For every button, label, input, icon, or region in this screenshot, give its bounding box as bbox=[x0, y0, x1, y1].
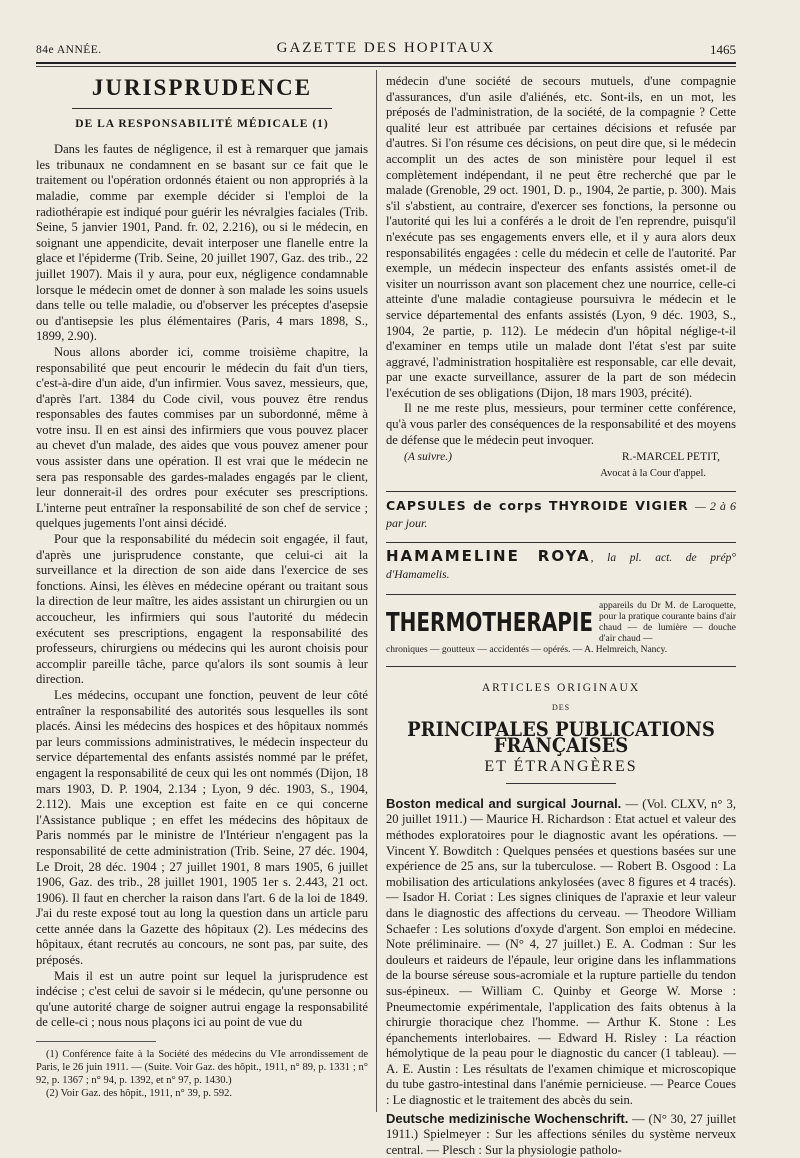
footnote-rule bbox=[36, 1041, 156, 1042]
ad-rule bbox=[386, 491, 736, 492]
journal-contents: — (Vol. CLXV, n° 3, 20 juillet 1911.) — Maurice H. Richardson : Etat actuel et valeur des méthodes exploratoires pour le diagnostic avant les opérations. — Vincent Y. Bowditch : Quelques pensées et questions basées sur une expérience de 25 ans, sur la tuberculose. — Robert B. Osgood : La mobilisation des articulations ankylosées (avec 8 figures et 4 tracés). — Isador H. Coriat : Les signes cliniques de l'apraxie et leur valeur dans le diagnostic des affections du cerveau. — Theodore William Schaefer : Les solutions d'oxyde d'argent. Son emploi en médecine. Note préliminaire. — (N° 4, 27 juillet.) E. A. Codman : Sur les douleurs et raideurs de l'épaule, leur origine dans les inflammations de la bourse séreuse sous-acromiale et la rupture partielle du tendon sus-épineux. — William C. Quinby et George W. Morse : Pneumectomie expérimentale, l'application des faits obtenus à la chirurgie thoracique chez l'homme. — Arthur K. Stone : Les épanchements interlobaires. — Edward H. Risley : La réaction hémolytique de la peau pour le diagnostic du cancer (1 tableau). — A. E. Austin : Les résultats de l'examen chimique et microscopique du tube gastro-intestinal dans l'anémie pernicieuse. — Pearce Coues : Le diagnostic et le traitement des abcès du sein. bbox=[386, 796, 736, 1108]
paragraph: Mais il est un autre point sur lequel la jurisprudence est indécise ; c'est celui de savoir si le médecin, qu'une personne ou qu'une autorité charge de soigner autrui engage la responsabilité de celle-ci ; nous nous plaçons ici au point de vue du bbox=[36, 968, 368, 1030]
ad-thermo-line2: chroniques — goutteux — accidentés — opérés. — A. Helmreich, Nancy. bbox=[386, 644, 668, 655]
paragraph: Il ne me reste plus, messieurs, pour terminer cette conférence, qu'à vous parler des conséquences de la responsabilité et des moyens de défense que le médecin peut invoquer. bbox=[386, 401, 736, 447]
ad-capsules-name: CAPSULES de corps THYROIDE VIGIER bbox=[386, 498, 689, 514]
ad-thermo-text: appareils du Dr M. de Laroquette, pour la pratique courante bains d'air chaud — de lumière — douche d'air chaud — bbox=[599, 600, 736, 644]
ad-hamameline bbox=[386, 546, 736, 584]
author-role: Avocat à la Cour d'appel. bbox=[600, 467, 706, 479]
journal-entry bbox=[386, 796, 736, 1109]
journal-name: Boston medical and surgical Journal. bbox=[386, 795, 622, 811]
ad-thermo-name: THERMOTHERAPIE bbox=[386, 606, 594, 638]
articles-rule bbox=[506, 783, 616, 784]
article-subtitle: DE LA RESPONSABILITÉ MÉDICALE (1) bbox=[75, 117, 329, 130]
paragraph: Dans les fautes de négligence, il est à remarquer que jamais les tribunaux ne condamnent en se basant sur ce fait que le traitement ou l'opération ordonnés étaient ou non appropriés à la maladie, comme par exemple décider si l'emploi de la radiothérapie est indiqué pour guérir les névralgies faciales (Trib. Seine, 5 janvier 1901, Pand. fr. 02, 2.216), ou si le médecin, en soignant une appendicite, devait interposer une flanelle entre la glace et l'épiderme (Trib. Seine, 20 juillet 1907, Gaz. des trib., 22 juillet 1907). Mais il y aura, pour eux, négligence condamnable lorsque le médecin omet de donner à son malade les soins usuels dans telle ou telle maladie, ou d'observer les préceptes d'asepsie ou d'antisepsie les plus élémentaires (Paris, 4 mars 1898, S., 1899, 2.90). bbox=[36, 142, 368, 344]
articles-subtitle: ET ÉTRANGÈRES bbox=[484, 758, 638, 776]
signature-block bbox=[386, 450, 736, 481]
header-rule-thin bbox=[36, 66, 736, 67]
paragraph: médecin d'une société de secours mutuels, d'une compagnie d'assurances, d'un asile d'aliénés, etc. Sont-ils, en un mot, les préposés de l'administration, de la société, de la compagnie ? Cette qualité leur est attribuée par certaines décisions et refusée par d'autres. Si l'on résume ces décisions, on peut dire que, si le médecin accomplit un des actes de son ministère pour lequel il est complètement indépendant, il ne peut être recherché que par le malade (Grenoble, 29 oct. 1901, D. p., 1904, 2e partie, p. 300). Mais s'il s'abstient, au contraire, d'exercer ses fonctions, la personne ou l'autorité qui les lui a conférés a le droit de l'en reprendre, puisqu'il n'exécute pas ses engagements envers elle, et il y aura alors deux responsabilités engagées : celle du médecin et celle de l'autorité. Par exemple, un médecin inspecteur des enfants assistés omet-il de visiter un nourrisson avant son placement chez une nourrice, celle-ci atteinte d'une maladie contagieuse poursuivra le médecin et le service départemental des enfants assistés (Lyon, 9 déc. 1903, S., 1904, 2e partie, p. 112). Le médecin d'un hôpital néglige-t-il d'examiner en temps utile un malade dont l'état s'est par suite aggravé, l'administration hospitalière est responsable, car elle devait, par une exacte surveillance, assurer de la part de son médecin l'exécution de ses obligations (Dijon, 18 mars 1903, précité). bbox=[386, 74, 736, 400]
header-title: GAZETTE DES HOPITAUX bbox=[276, 40, 496, 56]
ad-capsules-dose: — 2 à 6 par jour. bbox=[386, 499, 736, 531]
ad-thermotherapie bbox=[386, 601, 736, 645]
ad-rule bbox=[386, 594, 736, 595]
articles-main-title: PRINCIPALES PUBLICATIONS FRANÇAISES bbox=[407, 717, 715, 757]
journal-name: Deutsche medizinische Wochenschrift. bbox=[386, 1110, 629, 1126]
footnote: (2) Voir Gaz. des hôpit., 1911, n° 39, p. 592. bbox=[46, 1088, 232, 1100]
ad-hamameline-name: HAMAMELINE ROYA bbox=[386, 546, 591, 565]
left-column bbox=[36, 74, 368, 1100]
ad-capsules bbox=[386, 498, 736, 531]
footnote: (1) Conférence faite à la Société des médecins du VIe arrondissement de Paris, le 26 juin 1911. — (Suite. Voir Gaz. des hôpit., 1911, n° 89, p. 1331 ; n° 92, p. 1367 ; n° 94, p. 1392, et n° 97, p. 1430.) bbox=[36, 1049, 368, 1087]
journal-entry bbox=[386, 1111, 736, 1158]
footnotes bbox=[36, 1048, 368, 1100]
running-header bbox=[36, 40, 736, 62]
column-divider bbox=[376, 70, 377, 1112]
ad-hamameline-desc: , la pl. act. de prép° d'Hamamelis. bbox=[386, 551, 736, 582]
title-rule bbox=[72, 108, 332, 109]
header-year: 84e ANNÉE. bbox=[36, 44, 102, 56]
author-name: R.-MARCEL PETIT, bbox=[621, 451, 720, 464]
articles-des: DES bbox=[551, 703, 571, 713]
ad-rule bbox=[386, 666, 736, 667]
paragraph: Nous allons aborder ici, comme troisième chapitre, la responsabilité que peut encourir le médecin du fait d'un tiers, c'est-à-dire d'un aide, d'un infirmier. Vous savez, messieurs, que, d'après l'art. 1384 du Code civil, vous pouvez être rendus responsables des fautes commises par un subordonné, même à votre insu. Il en est ainsi des infirmiers que vous pouvez placer au chevet d'un malade, des aides que vous pouvez amener pour vous assister dans une opération. Il est vrai que le médecin ne sera pas responsable des gardes-malades engagés par le client, leur donnerait-il des ordres pour exécuter ses prescriptions. L'interne peut entraîner la responsabilité de son chef de service ; quelques jugements l'ont ainsi décidé. bbox=[36, 344, 368, 531]
articles-heading: ARTICLES ORIGINAUX bbox=[481, 681, 641, 694]
paragraph: Pour que la responsabilité du médecin soit engagée, il faut, d'après une jurisprudence constante, que celui-ci ait la surveillance et la direction de son aide dans l'exercice de ses fonctions. Ainsi, les élèves en médecine opérant ou traitant sous la direction de leur maître, les aides assistant un chirurgien ou un accoucheur, les infirmiers qui sous l'autorité du médecin exécutent ses prescriptions, engagent la responsabilité des professeurs, chirurgiens ou médecins qui les auront choisis pour accomplir pareille tâche, parce qu'alors ils sont soumis à leur direction. bbox=[36, 532, 368, 687]
paragraph: Les médecins, occupant une fonction, peuvent de leur côté entraîner la responsabilité des autorités sous lesquelles ils sont placés. Ainsi les médecins des hospices et des hôpitaux nommés par leurs commissions administratives, le médecin inspecteur du service départemental des enfants assistés nommé par le préfet, engagent la responsabilité de ceux qui les ont nommés (Dijon, 18 mars 1903, D. P. 1904, 2.134 ; Lyon, 9 déc. 1903, S., 1904, 2.112). Mais une exception est faite en ce qui concerne l'Assistance publique ; en effet les médecins des hôpitaux de Paris nommés par le ministre de l'Intérieur n'engagent pas la responsabilité de cette administration (Trib. Seine, 27 déc. 1904, Le Droit, 28 déc. 1904 ; 27 juillet 1901, 8 mars 1905, 6 juillet 1906, Gaz. des trib., 28 juillet 1901, 1905 1er s. 2.443, 21 oct. 1906). Il faut en chercher la raison dans l'art. 6 de la loi de 1849. J'ai du reste exposé tout au long la question dans un article paru cette année dans la Gazette des hôpitaux (2). Les médecins des hôpitaux, étant recrutés au concours, ne sont pas, par suite, des préposés. bbox=[36, 687, 368, 968]
right-column bbox=[386, 74, 736, 1158]
header-rule-thick bbox=[36, 62, 736, 64]
ad-rule bbox=[386, 542, 736, 543]
header-page-number: 1465 bbox=[710, 42, 736, 57]
section-title: JURISPRUDENCE bbox=[91, 75, 313, 100]
a-suivre: (A suivre.) bbox=[404, 451, 452, 464]
journal-contents: — (N° 30, 27 juillet 1911.) Spielmeyer : Sur les affections séniles du système nerveux central. — Plesch : Sur la physiologie patholo- bbox=[386, 1111, 736, 1157]
